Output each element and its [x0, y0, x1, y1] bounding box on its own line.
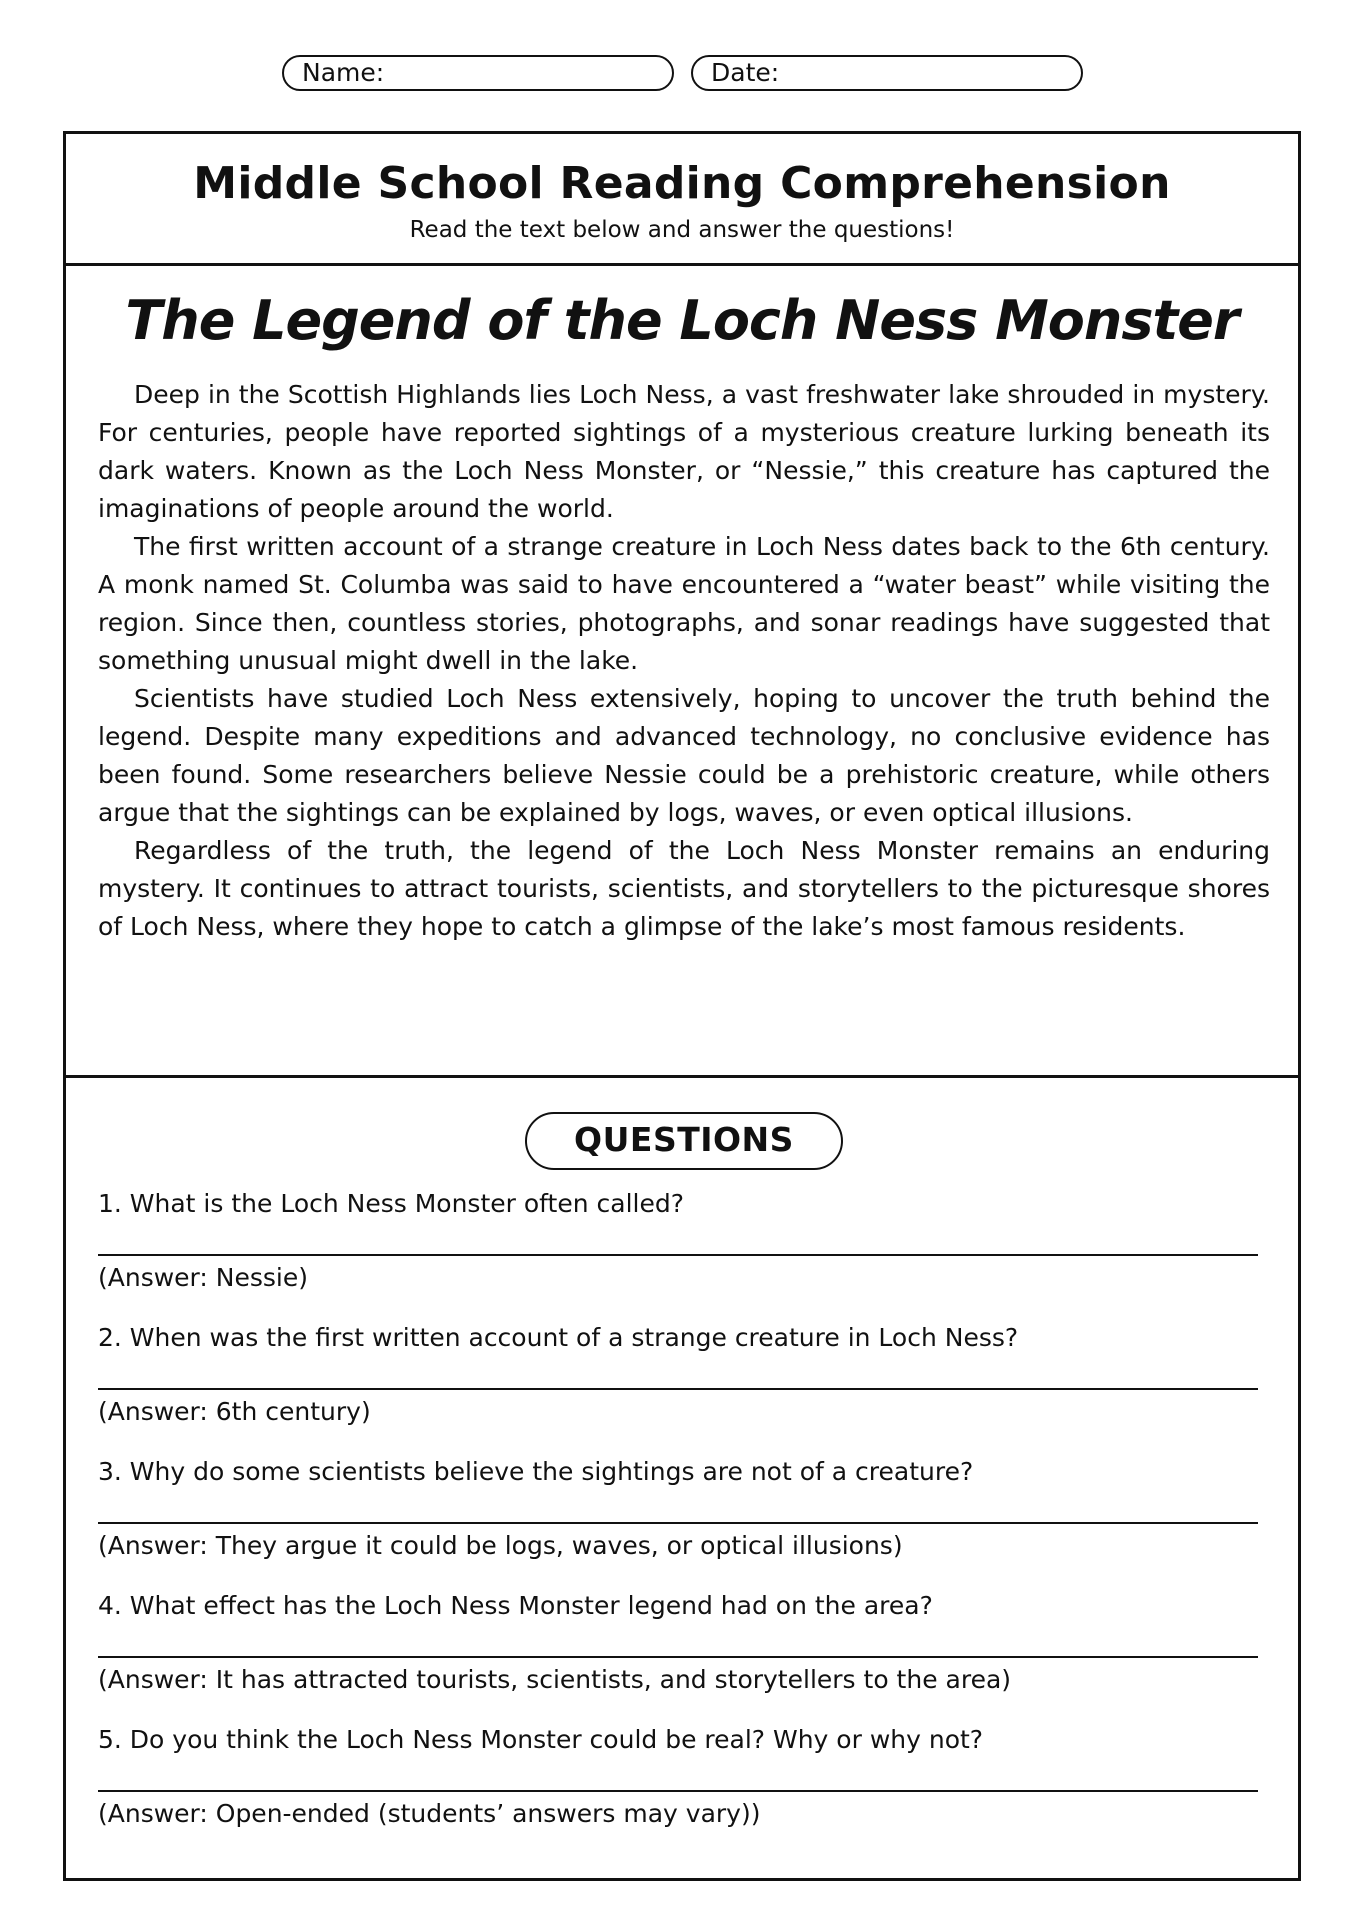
question-text: 2. When was the first written account of a strange creature in Loch Ness? [98, 1323, 1019, 1352]
questions-heading: QUESTIONS [525, 1112, 843, 1170]
worksheet-header [66, 134, 1298, 266]
answer-line[interactable] [98, 1790, 1258, 1792]
story-text [98, 376, 1270, 946]
question-text: 4. What effect has the Loch Ness Monster legend had on the area? [98, 1591, 933, 1620]
answer-text: (Answer: It has attracted tourists, scientists, and storytellers to the area) [98, 1665, 1012, 1694]
name-label: Name: [302, 58, 385, 87]
story-title: The Legend of the Loch Ness Monster [125, 289, 1239, 352]
answer-text: (Answer: They argue it could be logs, waves, or optical illusions) [98, 1531, 903, 1560]
question-item [98, 1188, 1258, 1322]
student-info-row [0, 55, 1358, 95]
answer-line[interactable] [98, 1388, 1258, 1390]
question-item [98, 1724, 1258, 1858]
question-list [98, 1188, 1258, 1858]
answer-text: (Answer: Nessie) [98, 1263, 308, 1292]
question-text: 1. What is the Loch Ness Monster often called? [98, 1189, 684, 1218]
name-field[interactable] [282, 55, 674, 91]
story-paragraph-4: Regardless of the truth, the legend of the Loch Ness Monster remains an enduring mystery. It continues to attract tourists, scientists, and storytellers to the picturesque shores of Loch Ness, where they hope to catch a glimpse of the lake’s most famous residents. [98, 836, 1270, 941]
date-label: Date: [711, 58, 780, 87]
question-item [98, 1456, 1258, 1590]
question-text: 5. Do you think the Loch Ness Monster could be real? Why or why not? [98, 1725, 984, 1754]
answer-text: (Answer: Open-ended (students’ answers may vary)) [98, 1799, 761, 1828]
answer-line[interactable] [98, 1522, 1258, 1524]
answer-text: (Answer: 6th century) [98, 1397, 371, 1426]
story-section [66, 266, 1298, 1078]
story-paragraph-1: Deep in the Scottish Highlands lies Loch Ness, a vast freshwater lake shrouded in mystery. For centuries, people have reported sightings of a mysterious creature lurking beneath its dark waters. Known as the Loch Ness Monster, or “Nessie,” this creature has captured the imaginations of people around the world. [98, 380, 1270, 523]
answer-line[interactable] [98, 1656, 1258, 1658]
questions-section [66, 1078, 1298, 1878]
date-field[interactable] [691, 55, 1083, 91]
question-item [98, 1322, 1258, 1456]
question-text: 3. Why do some scientists believe the sightings are not of a creature? [98, 1457, 974, 1486]
story-paragraph-2: The first written account of a strange creature in Loch Ness dates back to the 6th century. A monk named St. Columba was said to have encountered a “water beast” while visiting the region. Since then, countless stories, photographs, and sonar readings have suggested that something unusual might dwell in the lake. [98, 532, 1270, 675]
worksheet-frame [63, 131, 1301, 1881]
worksheet-title: Middle School Reading Comprehension [193, 158, 1171, 209]
story-paragraph-3: Scientists have studied Loch Ness extensively, hoping to uncover the truth behind the legend. Despite many expeditions and advanced technology, no conclusive evidence has been found. Some researchers believe Nessie could be a prehistoric creature, while others argue that the sightings can be explained by logs, waves, or even optical illusions. [98, 684, 1270, 827]
worksheet-instructions: Read the text below and answer the questions! [409, 217, 955, 243]
question-item [98, 1590, 1258, 1724]
answer-line[interactable] [98, 1254, 1258, 1256]
